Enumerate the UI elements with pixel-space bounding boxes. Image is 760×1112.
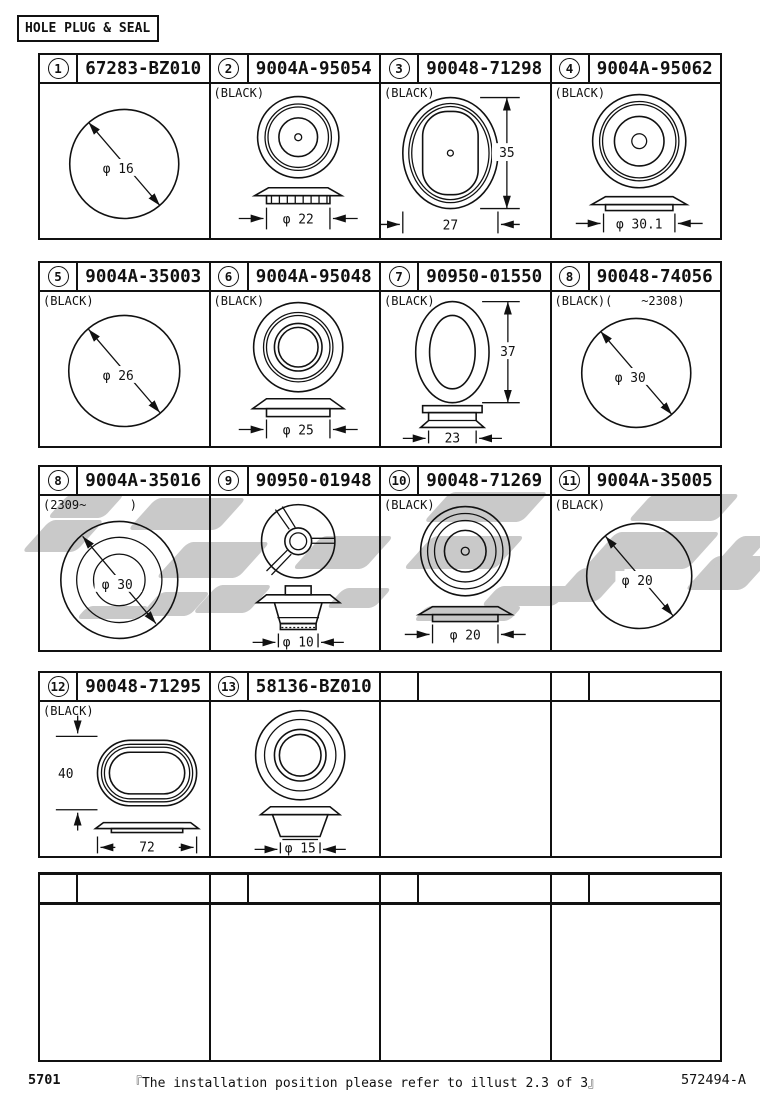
dimension-label: 37 xyxy=(500,345,516,361)
part-number: 90950-01948 xyxy=(255,470,372,491)
item-number-cell xyxy=(40,467,78,494)
dimension-label: φ 25 xyxy=(282,423,314,439)
part-number: 9004A-35003 xyxy=(85,266,202,287)
header-cell-empty xyxy=(550,673,721,700)
header-cell xyxy=(550,467,721,494)
color-note: (BLACK) xyxy=(213,294,265,308)
drawing-cell xyxy=(209,496,380,650)
dimension-label: φ 20 xyxy=(621,573,653,589)
part-number: 90048-74056 xyxy=(596,266,713,287)
parts-row-1 xyxy=(38,53,722,240)
color-note: (BLACK) xyxy=(384,498,435,512)
dimension-label: 40 xyxy=(58,767,74,783)
header-cell xyxy=(40,55,209,82)
parts-row-4 xyxy=(38,671,722,858)
drawing-plug-10 xyxy=(381,496,550,650)
part-number: 90048-71298 xyxy=(426,58,543,79)
drawing-cell xyxy=(379,496,550,650)
item-number-cell xyxy=(552,467,590,494)
drawing-oval-plug-12 xyxy=(40,702,209,856)
dimension-label: φ 30.1 xyxy=(615,217,662,233)
drawing-cell xyxy=(379,84,550,238)
header-cell xyxy=(40,467,209,494)
header-cell-empty xyxy=(209,875,380,902)
drawing-cell xyxy=(40,84,209,238)
color-note: (BLACK) xyxy=(384,86,435,100)
part-number-empty xyxy=(249,875,380,902)
item-number-cell xyxy=(552,263,590,290)
header-cell-empty xyxy=(40,875,209,902)
part-number xyxy=(590,673,721,700)
drawing-cell xyxy=(40,702,209,856)
drawing-cell-empty xyxy=(40,905,209,1060)
drawing-plug-8 xyxy=(552,292,721,446)
header-cell xyxy=(379,55,550,82)
dimension-label: 72 xyxy=(139,840,155,856)
part-number-empty xyxy=(590,875,721,902)
item-number-cell xyxy=(211,875,249,902)
part-number: 67283-BZ010 xyxy=(85,58,202,79)
header-cell-empty xyxy=(379,673,550,700)
dimension-label: φ 15 xyxy=(284,841,316,856)
page-title: HOLE PLUG & SEAL xyxy=(17,15,159,42)
date-range-note: (2309~ ) xyxy=(43,498,137,512)
item-number-cell xyxy=(381,55,419,82)
item-number-cell xyxy=(40,263,78,290)
item-number-cell xyxy=(211,673,249,700)
dimension-label: φ 30 xyxy=(614,370,646,386)
dimension-label: φ 26 xyxy=(102,368,134,384)
empty-table-body xyxy=(40,905,720,1060)
color-note: (BLACK) xyxy=(554,498,606,512)
row-3-header xyxy=(40,467,720,496)
item-number-badge: 1 xyxy=(48,58,69,79)
drawing-plug-2 xyxy=(211,84,380,238)
drawing-cell xyxy=(209,84,380,238)
empty-table-header xyxy=(40,875,720,905)
item-number-cell xyxy=(211,263,249,290)
item-number-cell xyxy=(552,55,590,82)
header-cell xyxy=(209,673,380,700)
header-cell xyxy=(209,55,380,82)
color-note: (BLACK) xyxy=(384,294,435,308)
header-cell-empty xyxy=(550,875,721,902)
part-number-empty xyxy=(78,875,209,902)
part-number: 9004A-35016 xyxy=(85,470,202,491)
drawing-cell xyxy=(550,496,721,650)
drawing-cup-plug-13 xyxy=(211,702,380,856)
installation-note: 『The installation position please refer to illust 2.3 of 3』 xyxy=(128,1076,602,1091)
item-number-badge: 10 xyxy=(389,470,410,491)
color-note: (BLACK) xyxy=(43,294,94,308)
part-number-empty xyxy=(419,875,550,902)
page-code: 5701 xyxy=(28,1072,61,1088)
dimension-label: φ 20 xyxy=(449,628,481,644)
part-number xyxy=(419,673,550,700)
item-number-badge: 7 xyxy=(389,266,410,287)
color-note: (BLACK) xyxy=(554,86,606,100)
page-footer xyxy=(0,1072,760,1094)
drawing-plug-1 xyxy=(40,84,209,238)
drawing-plug-11 xyxy=(552,496,721,650)
item-number-cell xyxy=(40,875,78,902)
item-number-badge: 4 xyxy=(559,58,580,79)
dimension-label: φ 10 xyxy=(282,635,314,650)
drawing-clip-9 xyxy=(211,496,380,650)
drawing-cell xyxy=(550,292,721,446)
item-number-cell xyxy=(211,467,249,494)
dimension-label: 27 xyxy=(442,218,459,234)
header-cell xyxy=(40,263,209,290)
item-number-cell xyxy=(381,263,419,290)
item-number-badge: 11 xyxy=(559,470,580,491)
part-number: 58136-BZ010 xyxy=(255,676,372,697)
item-number-cell xyxy=(211,55,249,82)
header-cell xyxy=(379,467,550,494)
dimension-label: 23 xyxy=(444,431,461,446)
color-note: (BLACK) xyxy=(43,704,94,718)
drawing-cell-empty xyxy=(379,702,550,856)
header-cell xyxy=(40,673,209,700)
item-number-badge: 2 xyxy=(218,58,239,79)
drawing-cell xyxy=(40,292,209,446)
item-number-cell xyxy=(40,55,78,82)
drawing-grommet-7 xyxy=(381,292,550,446)
dimension-label: φ 22 xyxy=(282,212,314,228)
drawing-plug-3 xyxy=(381,84,550,238)
part-number: 9004A-35005 xyxy=(596,470,713,491)
item-number-cell xyxy=(381,673,419,700)
header-cell xyxy=(550,55,721,82)
item-number-cell xyxy=(381,467,419,494)
item-number-badge: 5 xyxy=(48,266,69,287)
header-cell xyxy=(550,263,721,290)
drawing-plug-8b xyxy=(40,496,209,650)
row-2-header xyxy=(40,263,720,292)
item-number-cell xyxy=(381,875,419,902)
item-number-badge: 8 xyxy=(559,266,580,287)
part-number: 90048-71295 xyxy=(85,676,202,697)
dimension-label: φ 16 xyxy=(102,161,134,177)
empty-parts-table xyxy=(38,872,722,1062)
dimension-label: 35 xyxy=(499,146,515,162)
drawing-plug-6 xyxy=(211,292,380,446)
item-number-badge: 3 xyxy=(389,58,410,79)
parts-row-3 xyxy=(38,465,722,652)
item-number-cell xyxy=(552,673,590,700)
color-note: (BLACK)( ~2308) xyxy=(554,294,685,308)
drawing-plug-4 xyxy=(552,84,721,238)
dimension-label: φ 30 xyxy=(101,577,133,593)
part-number: 9004A-95054 xyxy=(255,58,372,79)
drawing-cell xyxy=(550,84,721,238)
color-note: (BLACK) xyxy=(213,86,265,100)
item-number-badge: 9 xyxy=(218,470,239,491)
item-number-badge: 6 xyxy=(218,266,239,287)
document-code: 572494-A xyxy=(680,1072,746,1088)
drawing-cell xyxy=(379,292,550,446)
drawing-cell xyxy=(209,702,380,856)
header-cell xyxy=(379,263,550,290)
header-cell-empty xyxy=(379,875,550,902)
part-number: 9004A-95048 xyxy=(255,266,372,287)
item-number-badge: 13 xyxy=(218,676,239,697)
part-number: 90048-71269 xyxy=(426,470,543,491)
item-number-cell xyxy=(552,875,590,902)
drawing-cell-empty xyxy=(550,905,721,1060)
row-4-header xyxy=(40,673,720,702)
item-number-badge: 12 xyxy=(48,676,69,697)
item-number-cell xyxy=(40,673,78,700)
part-number: 90950-01550 xyxy=(426,266,543,287)
parts-row-2 xyxy=(38,261,722,448)
row-1-header xyxy=(40,55,720,84)
drawing-cell xyxy=(40,496,209,650)
drawing-plug-5 xyxy=(40,292,209,446)
part-number: 9004A-95062 xyxy=(596,58,713,79)
item-number-badge: 8 xyxy=(48,470,69,491)
drawing-cell-empty xyxy=(550,702,721,856)
header-cell xyxy=(209,467,380,494)
drawing-cell-empty xyxy=(379,905,550,1060)
drawing-cell-empty xyxy=(209,905,380,1060)
drawing-cell xyxy=(209,292,380,446)
header-cell xyxy=(209,263,380,290)
